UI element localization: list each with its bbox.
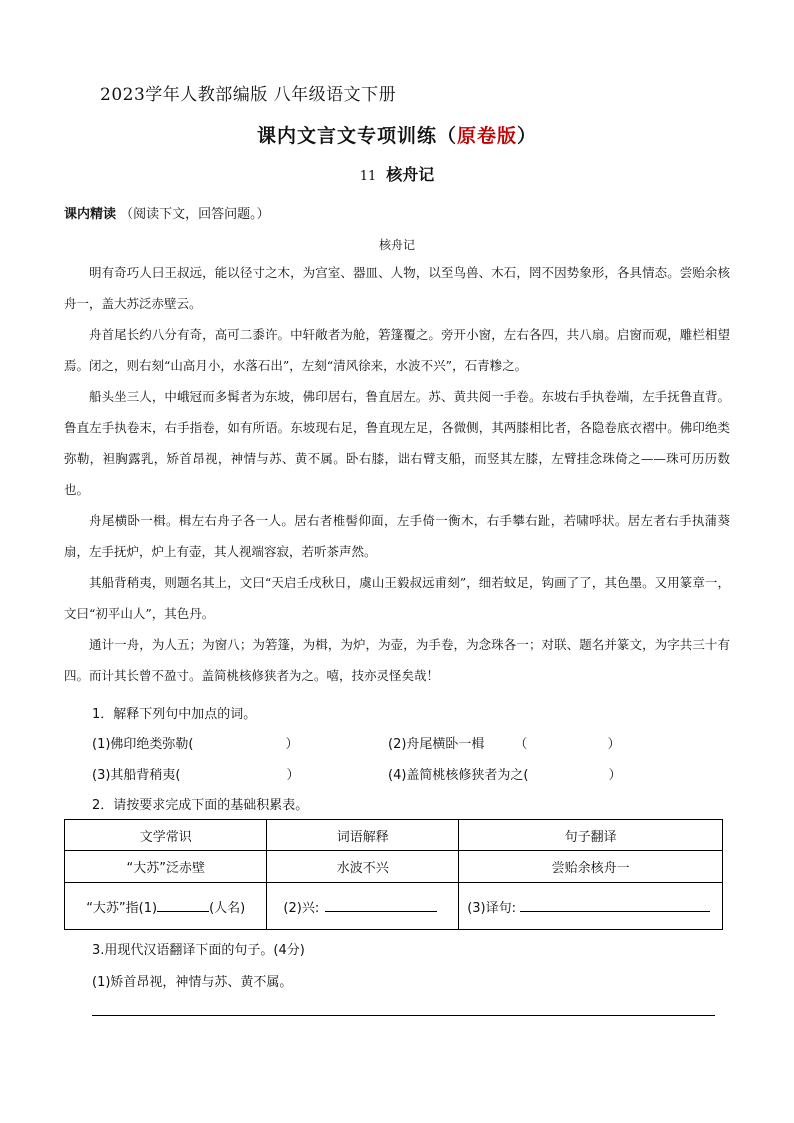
cell-text: (3)译句: xyxy=(467,900,516,916)
table-cell: “大苏”泛赤壁 xyxy=(65,851,267,883)
q1-item-text: (3)其船背稍夷( xyxy=(92,768,181,783)
table-header-cell: 词语解释 xyxy=(267,820,459,851)
question-3-item-1: (1)矫首昂视，神情与苏、黄不属。 xyxy=(92,975,293,990)
passage-paragraph: 明有奇巧人曰王叔远，能以径寸之木，为宫室、器皿、人物，以至鸟兽、木石，罔不因势象形，各具情态。尝贻余核舟一，盖大苏泛赤壁云。 xyxy=(64,265,730,311)
table-cell xyxy=(65,883,267,930)
question-1-item-1 xyxy=(92,733,299,752)
answer-blank[interactable] xyxy=(520,897,710,912)
table-row xyxy=(65,883,723,930)
q1-close-paren: ） xyxy=(608,768,622,783)
table-cell xyxy=(267,883,459,930)
table-cell xyxy=(459,883,723,930)
question-1-item-4 xyxy=(388,764,622,783)
question-1-item-3 xyxy=(92,764,300,783)
section-heading xyxy=(64,203,270,222)
lesson-heading xyxy=(0,162,794,185)
passage-paragraph: 其船背稍夷，则题名其上，文曰“天启壬戌秋日，虞山王毅叔远甫刻”，细若蚊足，钩画了了，其色墨。又用篆章一，文曰“初平山人”，其色丹。 xyxy=(64,575,730,621)
answer-blank[interactable] xyxy=(325,897,437,912)
q1-item-text: (1)佛印绝类弥勒( xyxy=(92,737,194,752)
passage-paragraph: 舟首尾长约八分有奇，高可二黍许。中轩敞者为舱，箬篷覆之。旁开小窗，左右各四，共八扇。启窗而观，雕栏相望焉。闭之，则右刻“山高月小，水落石出”，左刻“清风徐来，水波不兴”，石青糁之。 xyxy=(64,327,730,373)
question-1-prompt: 1．解释下列句中加点的词。 xyxy=(92,707,257,722)
table-cell: 水波不兴 xyxy=(267,851,459,883)
passage-title: 核舟记 xyxy=(378,238,415,252)
passage-paragraph: 船头坐三人，中峨冠而多髯者为东坡，佛印居右，鲁直居左。苏、黄共阅一手卷。东坡右手执卷端，左手抚鲁直背。鲁直左手执卷末，右手指卷，如有所语。东坡现右足，鲁直现左足，各微侧，其两膝相比者，各隐卷底衣褶中。佛印绝类弥勒，袒胸露乳，矫首昂视，神情与苏、黄不属。卧右膝，诎右臂支船，而竖其左膝，左臂挂念珠倚之——珠可历历数也。 xyxy=(64,389,730,497)
lesson-number: 11 xyxy=(359,169,377,184)
q1-open-paren: （ xyxy=(514,737,528,752)
cell-text: (人名) xyxy=(209,900,246,916)
document-header: 2023学年人教部编版 八年级语文下册 xyxy=(100,85,397,105)
document-title xyxy=(0,121,794,148)
q1-item-text: (4)盖简桃核修狭者为之( xyxy=(388,768,529,783)
q1-close-paren: ） xyxy=(286,768,300,783)
lesson-name: 核舟记 xyxy=(386,165,435,184)
section-label: 课内精读 xyxy=(64,207,117,222)
title-paren-open: （ xyxy=(436,125,457,147)
q1-close-paren: ） xyxy=(285,737,299,752)
passage xyxy=(64,257,730,691)
passage-paragraph: 通计一舟，为人五；为窗八；为箬篷，为楫，为炉，为壶，为手卷，为念珠各一；对联、题名并篆文，为字共三十有四。而计其长曾不盈寸。盖简桃核修狭者为之。嘻，技亦灵怪矣哉！ xyxy=(64,637,730,683)
question-1-item-2 xyxy=(388,733,620,752)
table-header-cell: 文学常识 xyxy=(65,820,267,851)
cell-text: (2)兴: xyxy=(283,900,320,916)
title-main: 课内文言文专项训练 xyxy=(256,125,437,147)
question-2-prompt: 2．请按要求完成下面的基础积累表。 xyxy=(92,798,309,813)
knowledge-table xyxy=(64,819,723,930)
q1-close-paren: ） xyxy=(607,737,621,752)
title-paren-close: ） xyxy=(517,125,538,147)
table-cell: 尝贻余核舟一 xyxy=(459,851,723,883)
question-3-prompt: 3.用现代汉语翻译下面的句子。(4分) xyxy=(92,943,305,958)
answer-blank[interactable] xyxy=(157,897,209,912)
table-row xyxy=(65,851,723,883)
q1-item-text: (2)舟尾横卧一楫 xyxy=(388,737,485,752)
table-header-cell: 句子翻译 xyxy=(459,820,723,851)
table-header-row xyxy=(65,820,723,851)
title-edition: 原卷版 xyxy=(457,125,518,147)
section-instruction: （阅读下文，回答问题。） xyxy=(120,207,270,222)
passage-paragraph: 舟尾横卧一楫。楫左右舟子各一人。居右者椎髻仰面，左手倚一衡木，右手攀右趾，若啸呼状。居左者右手执蒲葵扇，左手抚炉，炉上有壶，其人视端容寂，若听茶声然。 xyxy=(64,513,730,559)
cell-text: “大苏”指(1) xyxy=(86,900,158,916)
answer-line[interactable] xyxy=(92,1015,715,1016)
